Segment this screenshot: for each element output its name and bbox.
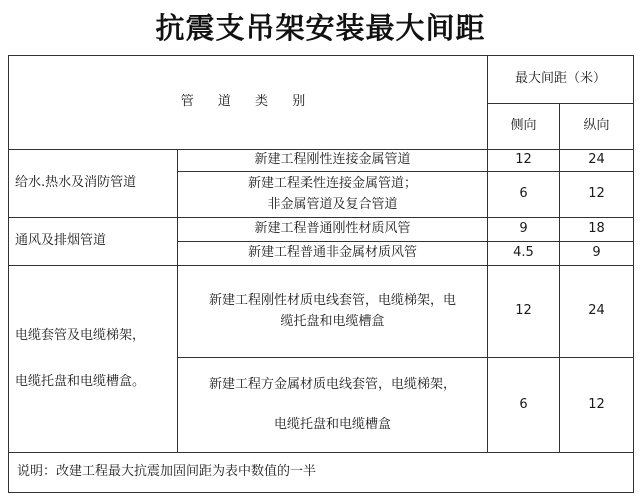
page-title: 抗震支吊架安装最大间距 <box>155 11 486 45</box>
pipe-desc <box>178 266 488 358</box>
pipe-desc-line: 电缆托盘和电缆槽盒 <box>273 417 391 432</box>
longitudinal-value: 12 <box>560 172 634 218</box>
lateral-value: 12 <box>488 150 560 172</box>
pipe-desc-line: 新建工程柔性连接金属管道； <box>247 176 417 192</box>
lateral-value: 4.5 <box>488 242 560 266</box>
spacing-table <box>8 55 634 493</box>
table-row <box>9 266 634 358</box>
header-row <box>9 56 634 104</box>
table-row <box>9 218 634 242</box>
category-ventilation: 通风及排烟管道 <box>9 218 178 266</box>
header-longitudinal: 纵向 <box>560 104 634 150</box>
lateral-value: 6 <box>488 172 560 218</box>
header-pipe-type: 管 道 类 别 <box>9 56 488 150</box>
pipe-desc-line: 缆托盘和电缆槽盒 <box>280 313 385 329</box>
pipe-desc: 新建工程普通刚性材质风管 <box>178 218 488 242</box>
pipe-desc-line: 非金属管道及复合管道 <box>267 196 398 212</box>
note-text: 说明：改建工程最大抗震加固间距为表中数值的一半 <box>9 453 634 493</box>
header-lateral: 侧向 <box>488 104 560 150</box>
header-max-spacing: 最大间距（米） <box>488 56 634 104</box>
longitudinal-value: 18 <box>560 218 634 242</box>
pipe-desc <box>178 358 488 453</box>
category-cable <box>9 266 178 453</box>
lateral-value: 12 <box>488 266 560 358</box>
longitudinal-value: 24 <box>560 266 634 358</box>
longitudinal-value: 24 <box>560 150 634 172</box>
pipe-desc: 新建工程刚性连接金属管道 <box>178 150 488 172</box>
lateral-value: 9 <box>488 218 560 242</box>
pipe-desc-line: 新建工程方金属材质电线套管，电缆梯架， <box>208 376 456 392</box>
category-water: 给水.热水及消防管道 <box>9 150 178 218</box>
longitudinal-value: 9 <box>560 242 634 266</box>
category-line: 电缆套管及电缆梯架， <box>15 327 146 343</box>
lateral-value: 6 <box>488 358 560 453</box>
longitudinal-value: 12 <box>560 358 634 453</box>
category-line: 电缆托盘和电缆槽盒。 <box>15 374 146 389</box>
table-row <box>9 150 634 172</box>
note-row <box>9 453 634 493</box>
pipe-desc: 新建工程普通非金属材质风管 <box>178 242 488 266</box>
pipe-desc-line: 新建工程刚性材质电线套管，电缆梯架，电 <box>208 293 456 309</box>
pipe-desc <box>178 172 488 218</box>
